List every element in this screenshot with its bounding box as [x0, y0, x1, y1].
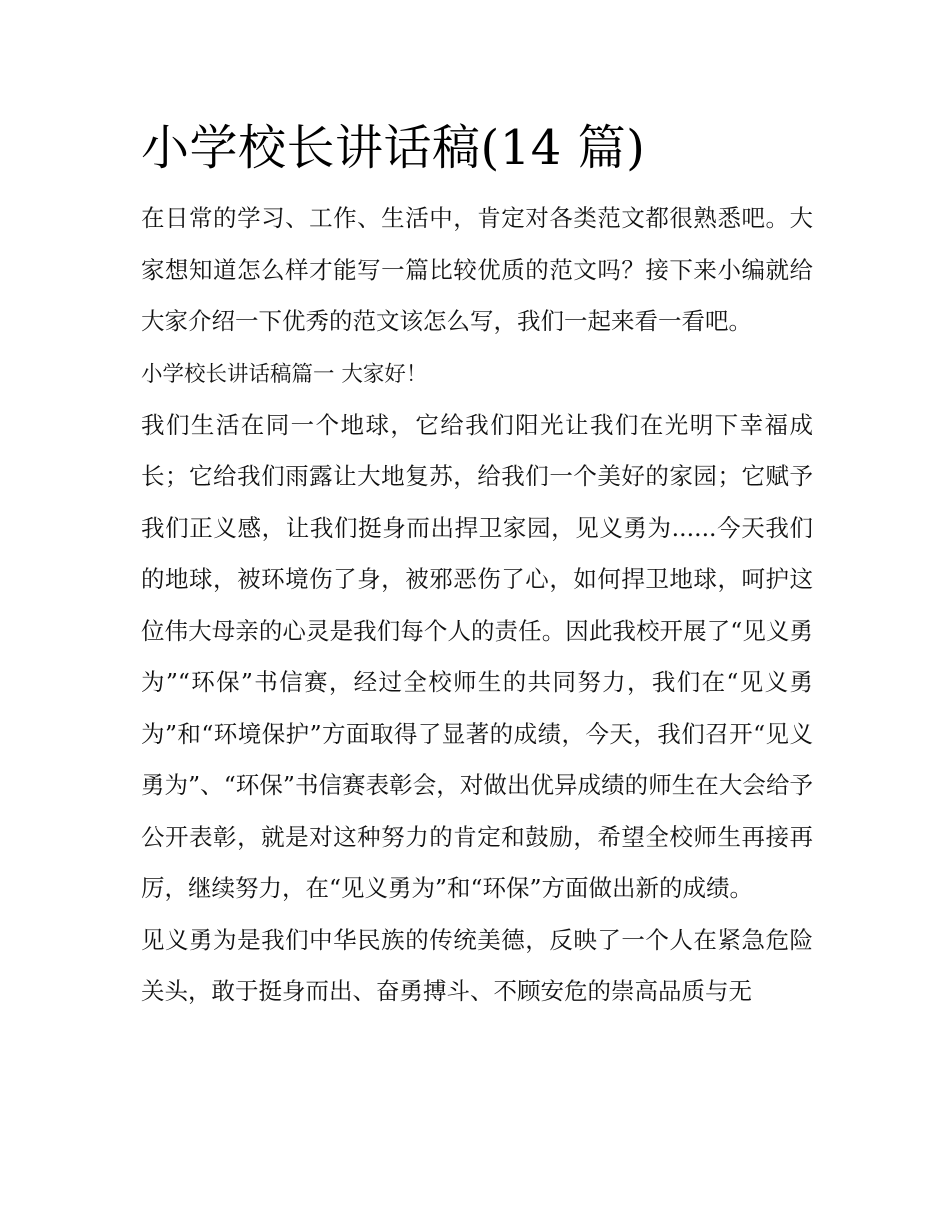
document-title: 小学校长讲话稿(14 篇) — [141, 120, 646, 176]
section-heading: 小学校长讲话稿篇一 大家好！ — [141, 361, 428, 387]
body-paragraph: 见义勇为是我们中华民族的传统美德，反映了一个人在紧急危险关头，敢于挺身而出、奋勇搏斗、不顾安危的崇高品质与无 — [141, 925, 813, 1005]
document-content — [141, 116, 813, 1018]
intro-paragraph: 在日常的学习、工作、生活中，肯定对各类范文都很熟悉吧。大家想知道怎么样才能写一篇比较优质的范文吗？接下来小编就给大家介绍一下优秀的范文该怎么写，我们一起来看一看吧。 — [141, 204, 813, 335]
body-paragraph: 我们生活在同一个地球，它给我们阳光让我们在光明下幸福成长；它给我们雨露让大地复苏，给我们一个美好的家园；它赋予我们正义感，让我们挺身而出捍卫家园，见义勇为......今天我们的地球，被环境伤了身，被邪恶伤了心，如何捍卫地球，呵护这位伟大母亲的心灵是我们每个人的责任。因此我校开展了“见义勇为”“环保”书信赛，经过全校师生的共同努力，我们在“见义勇为”和“环境保护”方面取得了显著的成绩，今天，我们召开“见义勇为”、“环保”书信赛表彰会，对做出优异成绩的师生在大会给予公开表彰，就是对这种努力的肯定和鼓励，希望全校师生再接再厉，继续努力，在“见义勇为”和“环保”方面做出新的成绩。 — [141, 410, 813, 902]
